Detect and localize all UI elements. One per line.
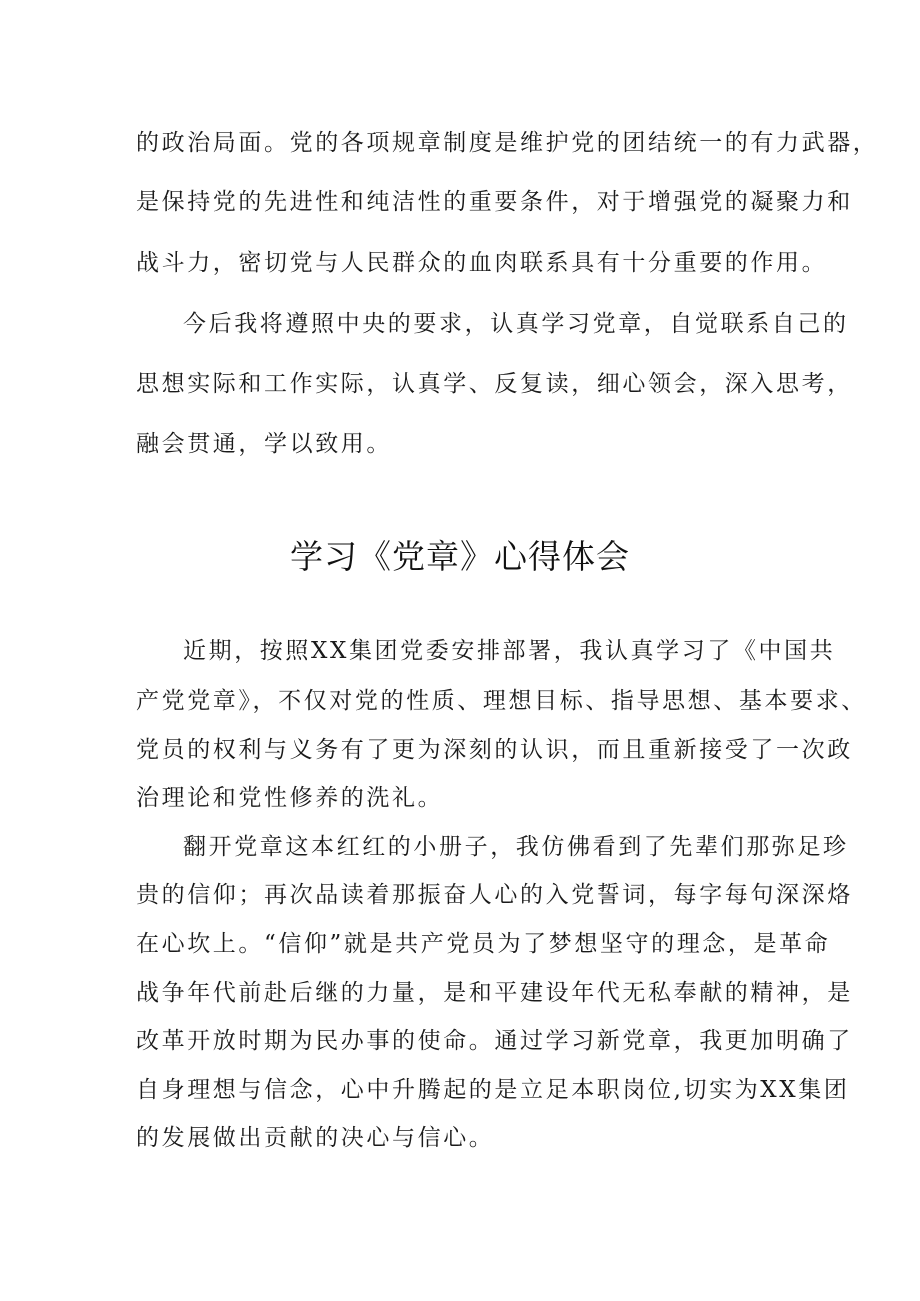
text-line: 战争年代前赴后继的力量，是和平建设年代无私奉献的精神，是 bbox=[136, 980, 853, 1006]
text-line: 融会贯通，学以致用。 bbox=[136, 431, 392, 457]
text-line: 自身理想与信念，心中升腾起的是立足本职岗位,切实为XX集团 bbox=[136, 1077, 850, 1103]
text-line: 改革开放时期为民办事的使命。通过学习新党章，我更加明确了 bbox=[136, 1028, 853, 1054]
essay-title: 学习《党章》心得体会 bbox=[290, 537, 630, 576]
text-line: 近期，按照XX集团党委安排部署，我认真学习了《中国共 bbox=[183, 638, 836, 664]
text-line: 贵的信仰；再次品读着那振奋人心的入党誓词，每字每句深深烙 bbox=[136, 882, 853, 908]
text-line: 翻开党章这本红红的小册子，我仿佛看到了先辈们那弥足珍 bbox=[183, 834, 849, 860]
text-line: 的政治局面。党的各项规章制度是维护党的团结统一的有力武器， bbox=[136, 130, 879, 156]
text-line: 今后我将遵照中央的要求，认真学习党章，自觉联系自己的 bbox=[183, 311, 849, 337]
text-line: 思想实际和工作实际，认真学、反复读，细心领会，深入思考， bbox=[136, 371, 853, 397]
text-line: 的发展做出贡献的决心与信心。 bbox=[136, 1125, 495, 1151]
text-line: 产党党章》，不仅对党的性质、理想目标、指导思想、基本要求、 bbox=[136, 688, 867, 714]
text-line: 是保持党的先进性和纯洁性的重要条件，对于增强党的凝聚力和 bbox=[136, 189, 853, 215]
text-line: 战斗力，密切党与人民群众的血肉联系具有十分重要的作用。 bbox=[136, 250, 828, 276]
text-line: 党员的权利与义务有了更为深刻的认识，而且重新接受了一次政 bbox=[136, 737, 853, 763]
text-line: 在心坎上。“信仰”就是共产党员为了梦想坚守的理念，是革命 bbox=[136, 931, 831, 957]
text-line: 治理论和党性修养的洗礼。 bbox=[136, 785, 444, 811]
